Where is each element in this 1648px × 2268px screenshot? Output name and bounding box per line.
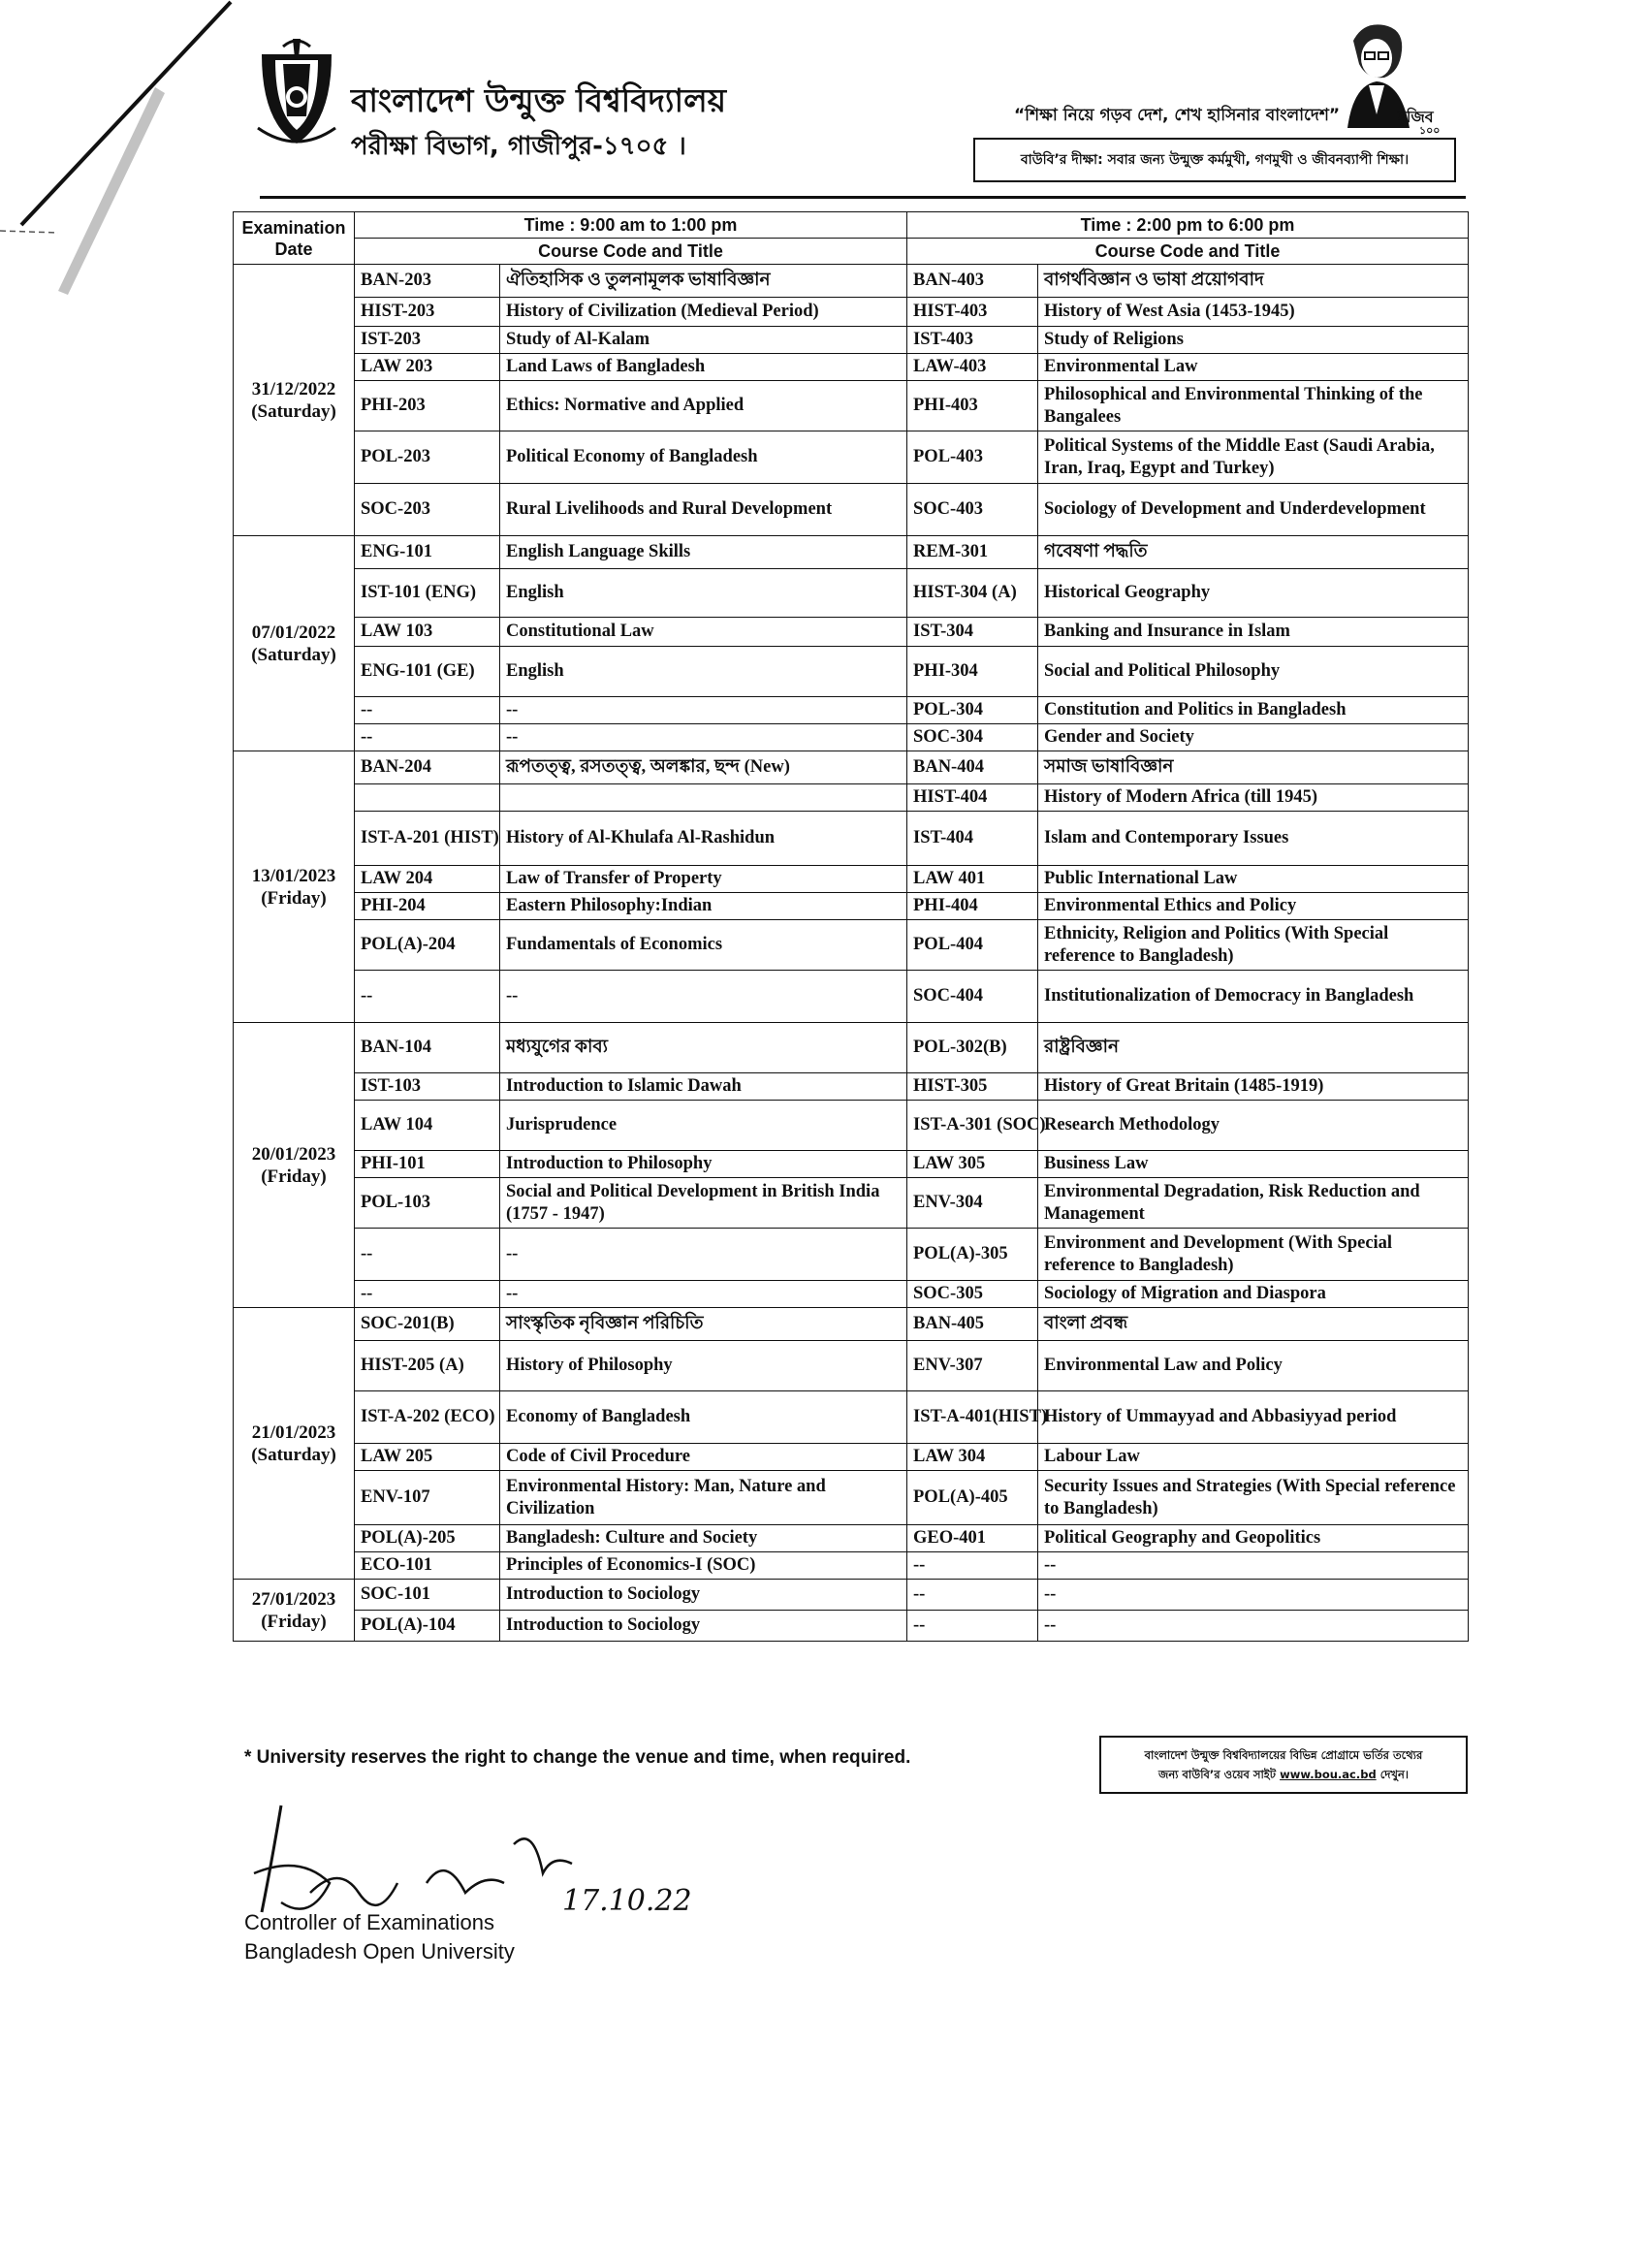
website-info-pre: জন্য বাউবি’র ওয়েব সাইট (1158, 1768, 1277, 1781)
morning-course-code: LAW 104 (355, 1101, 500, 1151)
table-row (234, 1525, 1469, 1552)
morning-course-title: Principles of Economics-I (SOC) (500, 1552, 907, 1580)
morning-course-title: Environmental History: Man, Nature and Civilization (500, 1471, 907, 1525)
table-row (234, 1101, 1469, 1151)
table-row (234, 971, 1469, 1023)
afternoon-course-title: সমাজ ভাষাবিজ্ঞান (1038, 751, 1469, 784)
afternoon-course-title: Security Issues and Strategies (With Special reference to Bangladesh) (1038, 1471, 1469, 1525)
afternoon-course-code: IST-A-301 (SOC) (907, 1101, 1038, 1151)
morning-course-title: Constitutional Law (500, 618, 907, 647)
table-row (234, 265, 1469, 298)
morning-course-title: English (500, 569, 907, 618)
afternoon-course-title: History of Modern Africa (till 1945) (1038, 784, 1469, 812)
afternoon-course-code: LAW-403 (907, 354, 1038, 381)
exam-date-cell (234, 751, 355, 1023)
morning-course-code: POL(A)-204 (355, 920, 500, 971)
table-row (234, 1281, 1469, 1308)
morning-course-code: SOC-101 (355, 1580, 500, 1611)
table-row (234, 697, 1469, 724)
afternoon-course-code: POL(A)-305 (907, 1229, 1038, 1281)
morning-course-title: Code of Civil Procedure (500, 1444, 907, 1471)
afternoon-course-title: রাষ্ট্রবিজ্ঞান (1038, 1023, 1469, 1073)
afternoon-course-title: Political Geography and Geopolitics (1038, 1525, 1469, 1552)
table-row (234, 784, 1469, 812)
afternoon-course-title: Political Systems of the Middle East (Saudi Arabia, Iran, Iraq, Egypt and Turkey) (1038, 431, 1469, 484)
afternoon-course-title: -- (1038, 1552, 1469, 1580)
header-morning-time: Time : 9:00 am to 1:00 pm (355, 212, 907, 239)
afternoon-course-code: PHI-404 (907, 893, 1038, 920)
table-row (234, 920, 1469, 971)
morning-course-title: Introduction to Philosophy (500, 1151, 907, 1178)
morning-course-code: SOC-201(B) (355, 1308, 500, 1341)
controller-title: Controller of Examinations (244, 1910, 495, 1934)
morning-course-title: History of Philosophy (500, 1341, 907, 1391)
table-row (234, 724, 1469, 751)
morning-course-code: BAN-204 (355, 751, 500, 784)
exam-date-cell (234, 265, 355, 536)
morning-course-code: -- (355, 697, 500, 724)
website-info-line: বাংলাদেশ উন্মুক্ত বিশ্ববিদ্যালয়ের বিভিন্ন প্রোগ্রামে ভর্তির তথ্যের (1144, 1748, 1423, 1762)
slogan-text: “শিক্ষা নিয়ে গড়ব দেশ, শেখ হাসিনার বাংলাদেশ” (1014, 106, 1341, 125)
table-row (234, 1444, 1469, 1471)
morning-course-title: Land Laws of Bangladesh (500, 354, 907, 381)
motto-box: বাউবি’র দীক্ষা: সবার জন্য উন্মুক্ত কর্মমুখী, গণমুখী ও জীবনব্যাপী শিক্ষা। (973, 138, 1456, 182)
afternoon-course-title: Banking and Insurance in Islam (1038, 618, 1469, 647)
morning-course-code: IST-103 (355, 1073, 500, 1101)
exam-day: (Friday) (261, 887, 327, 909)
afternoon-course-code: IST-304 (907, 618, 1038, 647)
morning-course-title: History of Civilization (Medieval Period) (500, 298, 907, 327)
table-row (234, 484, 1469, 536)
morning-course-title: Political Economy of Bangladesh (500, 431, 907, 484)
table-row (234, 1471, 1469, 1525)
afternoon-course-title: Islam and Contemporary Issues (1038, 812, 1469, 866)
morning-course-code: IST-101 (ENG) (355, 569, 500, 618)
morning-course-code: -- (355, 1229, 500, 1281)
morning-course-title: Ethics: Normative and Applied (500, 381, 907, 431)
afternoon-course-title: History of West Asia (1453-1945) (1038, 298, 1469, 327)
afternoon-course-code: SOC-304 (907, 724, 1038, 751)
afternoon-course-code: -- (907, 1611, 1038, 1642)
morning-course-code: BAN-104 (355, 1023, 500, 1073)
afternoon-course-title: Ethnicity, Religion and Politics (With Special reference to Bangladesh) (1038, 920, 1469, 971)
exam-day: (Friday) (261, 1611, 327, 1632)
afternoon-course-code: HIST-403 (907, 298, 1038, 327)
exam-date: 20/01/2023 (251, 1143, 336, 1165)
morning-course-title: -- (500, 724, 907, 751)
table-row (234, 751, 1469, 784)
website-info-line-2 (1101, 1765, 1466, 1784)
afternoon-course-code: BAN-404 (907, 751, 1038, 784)
university-name-bangla: বাংলাদেশ উন্মুক্ত বিশ্ববিদ্যালয় (351, 81, 727, 119)
afternoon-course-title: Institutionalization of Democracy in Bangladesh (1038, 971, 1469, 1023)
header-divider (260, 196, 1466, 199)
morning-course-code: LAW 203 (355, 354, 500, 381)
afternoon-course-code: ENV-304 (907, 1178, 1038, 1229)
afternoon-course-code: REM-301 (907, 536, 1038, 569)
morning-course-title: English (500, 647, 907, 697)
afternoon-course-title: Environmental Law (1038, 354, 1469, 381)
morning-course-code: BAN-203 (355, 265, 500, 298)
university-seal-icon (254, 35, 339, 149)
morning-course-title (500, 784, 907, 812)
morning-course-code: POL(A)-205 (355, 1525, 500, 1552)
afternoon-course-title: Environmental Law and Policy (1038, 1341, 1469, 1391)
afternoon-course-title: History of Great Britain (1485-1919) (1038, 1073, 1469, 1101)
header-morning-course: Course Code and Title (355, 239, 907, 265)
afternoon-course-code: ENV-307 (907, 1341, 1038, 1391)
exam-date: 27/01/2023 (251, 1588, 336, 1610)
exam-day: (Friday) (261, 1166, 327, 1187)
table-row (234, 866, 1469, 893)
table-row (234, 381, 1469, 431)
morning-course-code: -- (355, 1281, 500, 1308)
morning-course-title: Law of Transfer of Property (500, 866, 907, 893)
table-row (234, 569, 1469, 618)
afternoon-course-code: PHI-304 (907, 647, 1038, 697)
afternoon-course-title: Philosophical and Environmental Thinking of the Bangalees (1038, 381, 1469, 431)
exam-date: 31/12/2022 (251, 378, 336, 399)
morning-course-title: রূপতত্ত্ব, রসতত্ত্ব, অলঙ্কার, ছন্দ (New) (500, 751, 907, 784)
examination-department: পরীক্ষা বিভাগ, গাজীপুর-১৭০৫ । (351, 132, 686, 161)
header-afternoon-time: Time : 2:00 pm to 6:00 pm (907, 212, 1469, 239)
morning-course-title: Study of Al-Kalam (500, 327, 907, 354)
morning-course-code (355, 784, 500, 812)
morning-course-code: IST-A-201 (HIST) (355, 812, 500, 866)
table-row (234, 354, 1469, 381)
morning-course-code: POL-203 (355, 431, 500, 484)
table-row (234, 1178, 1469, 1229)
afternoon-course-code: IST-A-401(HIST) (907, 1391, 1038, 1444)
table-row (234, 1073, 1469, 1101)
afternoon-course-code: LAW 305 (907, 1151, 1038, 1178)
afternoon-course-code: -- (907, 1552, 1038, 1580)
svg-text:১০০: ১০০ (1419, 124, 1441, 137)
afternoon-course-title: History of Ummayyad and Abbasiyyad period (1038, 1391, 1469, 1444)
afternoon-course-code: POL-304 (907, 697, 1038, 724)
morning-course-code: ENG-101 (355, 536, 500, 569)
morning-course-title: English Language Skills (500, 536, 907, 569)
morning-course-code: ECO-101 (355, 1552, 500, 1580)
signature-date: 17.10.22 (562, 1884, 692, 1918)
morning-course-title: History of Al-Khulafa Al-Rashidun (500, 812, 907, 866)
morning-course-title: Social and Political Development in British India (1757 - 1947) (500, 1178, 907, 1229)
table-row (234, 536, 1469, 569)
afternoon-course-code: SOC-404 (907, 971, 1038, 1023)
afternoon-course-title: বাংলা প্রবন্ধ (1038, 1308, 1469, 1341)
afternoon-course-title: Historical Geography (1038, 569, 1469, 618)
morning-course-code: SOC-203 (355, 484, 500, 536)
afternoon-course-title: Environmental Degradation, Risk Reduction and Management (1038, 1178, 1469, 1229)
afternoon-course-code: HIST-304 (A) (907, 569, 1038, 618)
afternoon-course-title: Sociology of Migration and Diaspora (1038, 1281, 1469, 1308)
table-row (234, 812, 1469, 866)
morning-course-title: -- (500, 697, 907, 724)
table-row (234, 1023, 1469, 1073)
table-row (234, 298, 1469, 327)
morning-course-code: -- (355, 724, 500, 751)
morning-course-title: -- (500, 1229, 907, 1281)
morning-course-title: -- (500, 971, 907, 1023)
morning-course-title: মধ্যযুগের কাব্য (500, 1023, 907, 1073)
morning-course-code: ENG-101 (GE) (355, 647, 500, 697)
morning-course-code: LAW 205 (355, 1444, 500, 1471)
morning-course-title: -- (500, 1281, 907, 1308)
morning-course-code: ENV-107 (355, 1471, 500, 1525)
afternoon-course-title: গবেষণা পদ্ধতি (1038, 536, 1469, 569)
exam-date-cell (234, 1308, 355, 1580)
header-afternoon-course: Course Code and Title (907, 239, 1469, 265)
university-name-english: Bangladesh Open University (244, 1939, 515, 1964)
website-info-post: দেখুন। (1379, 1768, 1409, 1781)
afternoon-course-code: IST-404 (907, 812, 1038, 866)
table-row (234, 1580, 1469, 1611)
afternoon-course-code: HIST-305 (907, 1073, 1038, 1101)
morning-course-code: PHI-204 (355, 893, 500, 920)
mujib-centenary-portrait-icon (1334, 21, 1442, 138)
morning-course-title: Bangladesh: Culture and Society (500, 1525, 907, 1552)
website-url[interactable]: www.bou.ac.bd (1280, 1768, 1377, 1781)
afternoon-course-code: -- (907, 1580, 1038, 1611)
afternoon-course-code: POL-302(B) (907, 1023, 1038, 1073)
afternoon-course-title: Business Law (1038, 1151, 1469, 1178)
morning-course-code: IST-A-202 (ECO) (355, 1391, 500, 1444)
afternoon-course-title: Public International Law (1038, 866, 1469, 893)
morning-course-code: -- (355, 971, 500, 1023)
afternoon-course-code: GEO-401 (907, 1525, 1038, 1552)
afternoon-course-code: HIST-404 (907, 784, 1038, 812)
table-row (234, 1341, 1469, 1391)
morning-course-code: POL-103 (355, 1178, 500, 1229)
morning-course-code: PHI-101 (355, 1151, 500, 1178)
exam-date-cell (234, 1023, 355, 1308)
morning-course-code: HIST-203 (355, 298, 500, 327)
table-row (234, 1229, 1469, 1281)
morning-course-title: Introduction to Islamic Dawah (500, 1073, 907, 1101)
afternoon-course-title: Environmental Ethics and Policy (1038, 893, 1469, 920)
afternoon-course-code: IST-403 (907, 327, 1038, 354)
website-info-box (1099, 1736, 1468, 1794)
morning-course-title: Fundamentals of Economics (500, 920, 907, 971)
afternoon-course-code: LAW 304 (907, 1444, 1038, 1471)
afternoon-course-code: POL-404 (907, 920, 1038, 971)
exam-date: 21/01/2023 (251, 1421, 336, 1443)
afternoon-course-code: SOC-305 (907, 1281, 1038, 1308)
morning-course-code: IST-203 (355, 327, 500, 354)
morning-course-code: POL(A)-104 (355, 1611, 500, 1642)
afternoon-course-title: Social and Political Philosophy (1038, 647, 1469, 697)
exam-date: 13/01/2023 (251, 865, 336, 886)
table-row (234, 1611, 1469, 1642)
morning-course-title: Jurisprudence (500, 1101, 907, 1151)
afternoon-course-code: POL(A)-405 (907, 1471, 1038, 1525)
afternoon-course-title: Sociology of Development and Underdevelopment (1038, 484, 1469, 536)
morning-course-title: ঐতিহাসিক ও তুলনামূলক ভাষাবিজ্ঞান (500, 265, 907, 298)
afternoon-course-code: SOC-403 (907, 484, 1038, 536)
morning-course-title: Introduction to Sociology (500, 1580, 907, 1611)
table-row (234, 647, 1469, 697)
exam-day: (Saturday) (251, 400, 336, 422)
table-row (234, 893, 1469, 920)
table-row (234, 1151, 1469, 1178)
exam-date: 07/01/2022 (251, 622, 336, 643)
afternoon-course-code: PHI-403 (907, 381, 1038, 431)
afternoon-course-title: বাগর্থবিজ্ঞান ও ভাষা প্রয়োগবাদ (1038, 265, 1469, 298)
afternoon-course-code: BAN-403 (907, 265, 1038, 298)
afternoon-course-title: Study of Religions (1038, 327, 1469, 354)
afternoon-course-title: Gender and Society (1038, 724, 1469, 751)
afternoon-course-title: Labour Law (1038, 1444, 1469, 1471)
afternoon-course-code: BAN-405 (907, 1308, 1038, 1341)
exam-date-cell (234, 536, 355, 751)
morning-course-title: সাংস্কৃতিক নৃবিজ্ঞান পরিচিতি (500, 1308, 907, 1341)
exam-day: (Saturday) (251, 1444, 336, 1465)
afternoon-course-title: Research Methodology (1038, 1101, 1469, 1151)
table-row (234, 1552, 1469, 1580)
table-row (234, 327, 1469, 354)
afternoon-course-title: Constitution and Politics in Bangladesh (1038, 697, 1469, 724)
table-row (234, 618, 1469, 647)
morning-course-code: LAW 103 (355, 618, 500, 647)
afternoon-course-title: -- (1038, 1611, 1469, 1642)
morning-course-code: PHI-203 (355, 381, 500, 431)
table-row (234, 1308, 1469, 1341)
table-row (234, 431, 1469, 484)
morning-course-code: LAW 204 (355, 866, 500, 893)
morning-course-title: Eastern Philosophy:Indian (500, 893, 907, 920)
venue-change-note: * University reserves the right to change the venue and time, when required. (244, 1747, 911, 1768)
afternoon-course-code: LAW 401 (907, 866, 1038, 893)
exam-date-cell (234, 1580, 355, 1642)
morning-course-title: Rural Livelihoods and Rural Development (500, 484, 907, 536)
afternoon-course-title: -- (1038, 1580, 1469, 1611)
header-exam-date: Examination Date (234, 212, 355, 265)
afternoon-course-title: Environment and Development (With Special reference to Bangladesh) (1038, 1229, 1469, 1281)
afternoon-course-code: POL-403 (907, 431, 1038, 484)
table-row (234, 1391, 1469, 1444)
morning-course-code: HIST-205 (A) (355, 1341, 500, 1391)
exam-schedule-table (233, 211, 1469, 1642)
svg-text:মুজিব: মুজিব (1398, 108, 1434, 126)
morning-course-title: Economy of Bangladesh (500, 1391, 907, 1444)
exam-day: (Saturday) (251, 644, 336, 665)
morning-course-title: Introduction to Sociology (500, 1611, 907, 1642)
